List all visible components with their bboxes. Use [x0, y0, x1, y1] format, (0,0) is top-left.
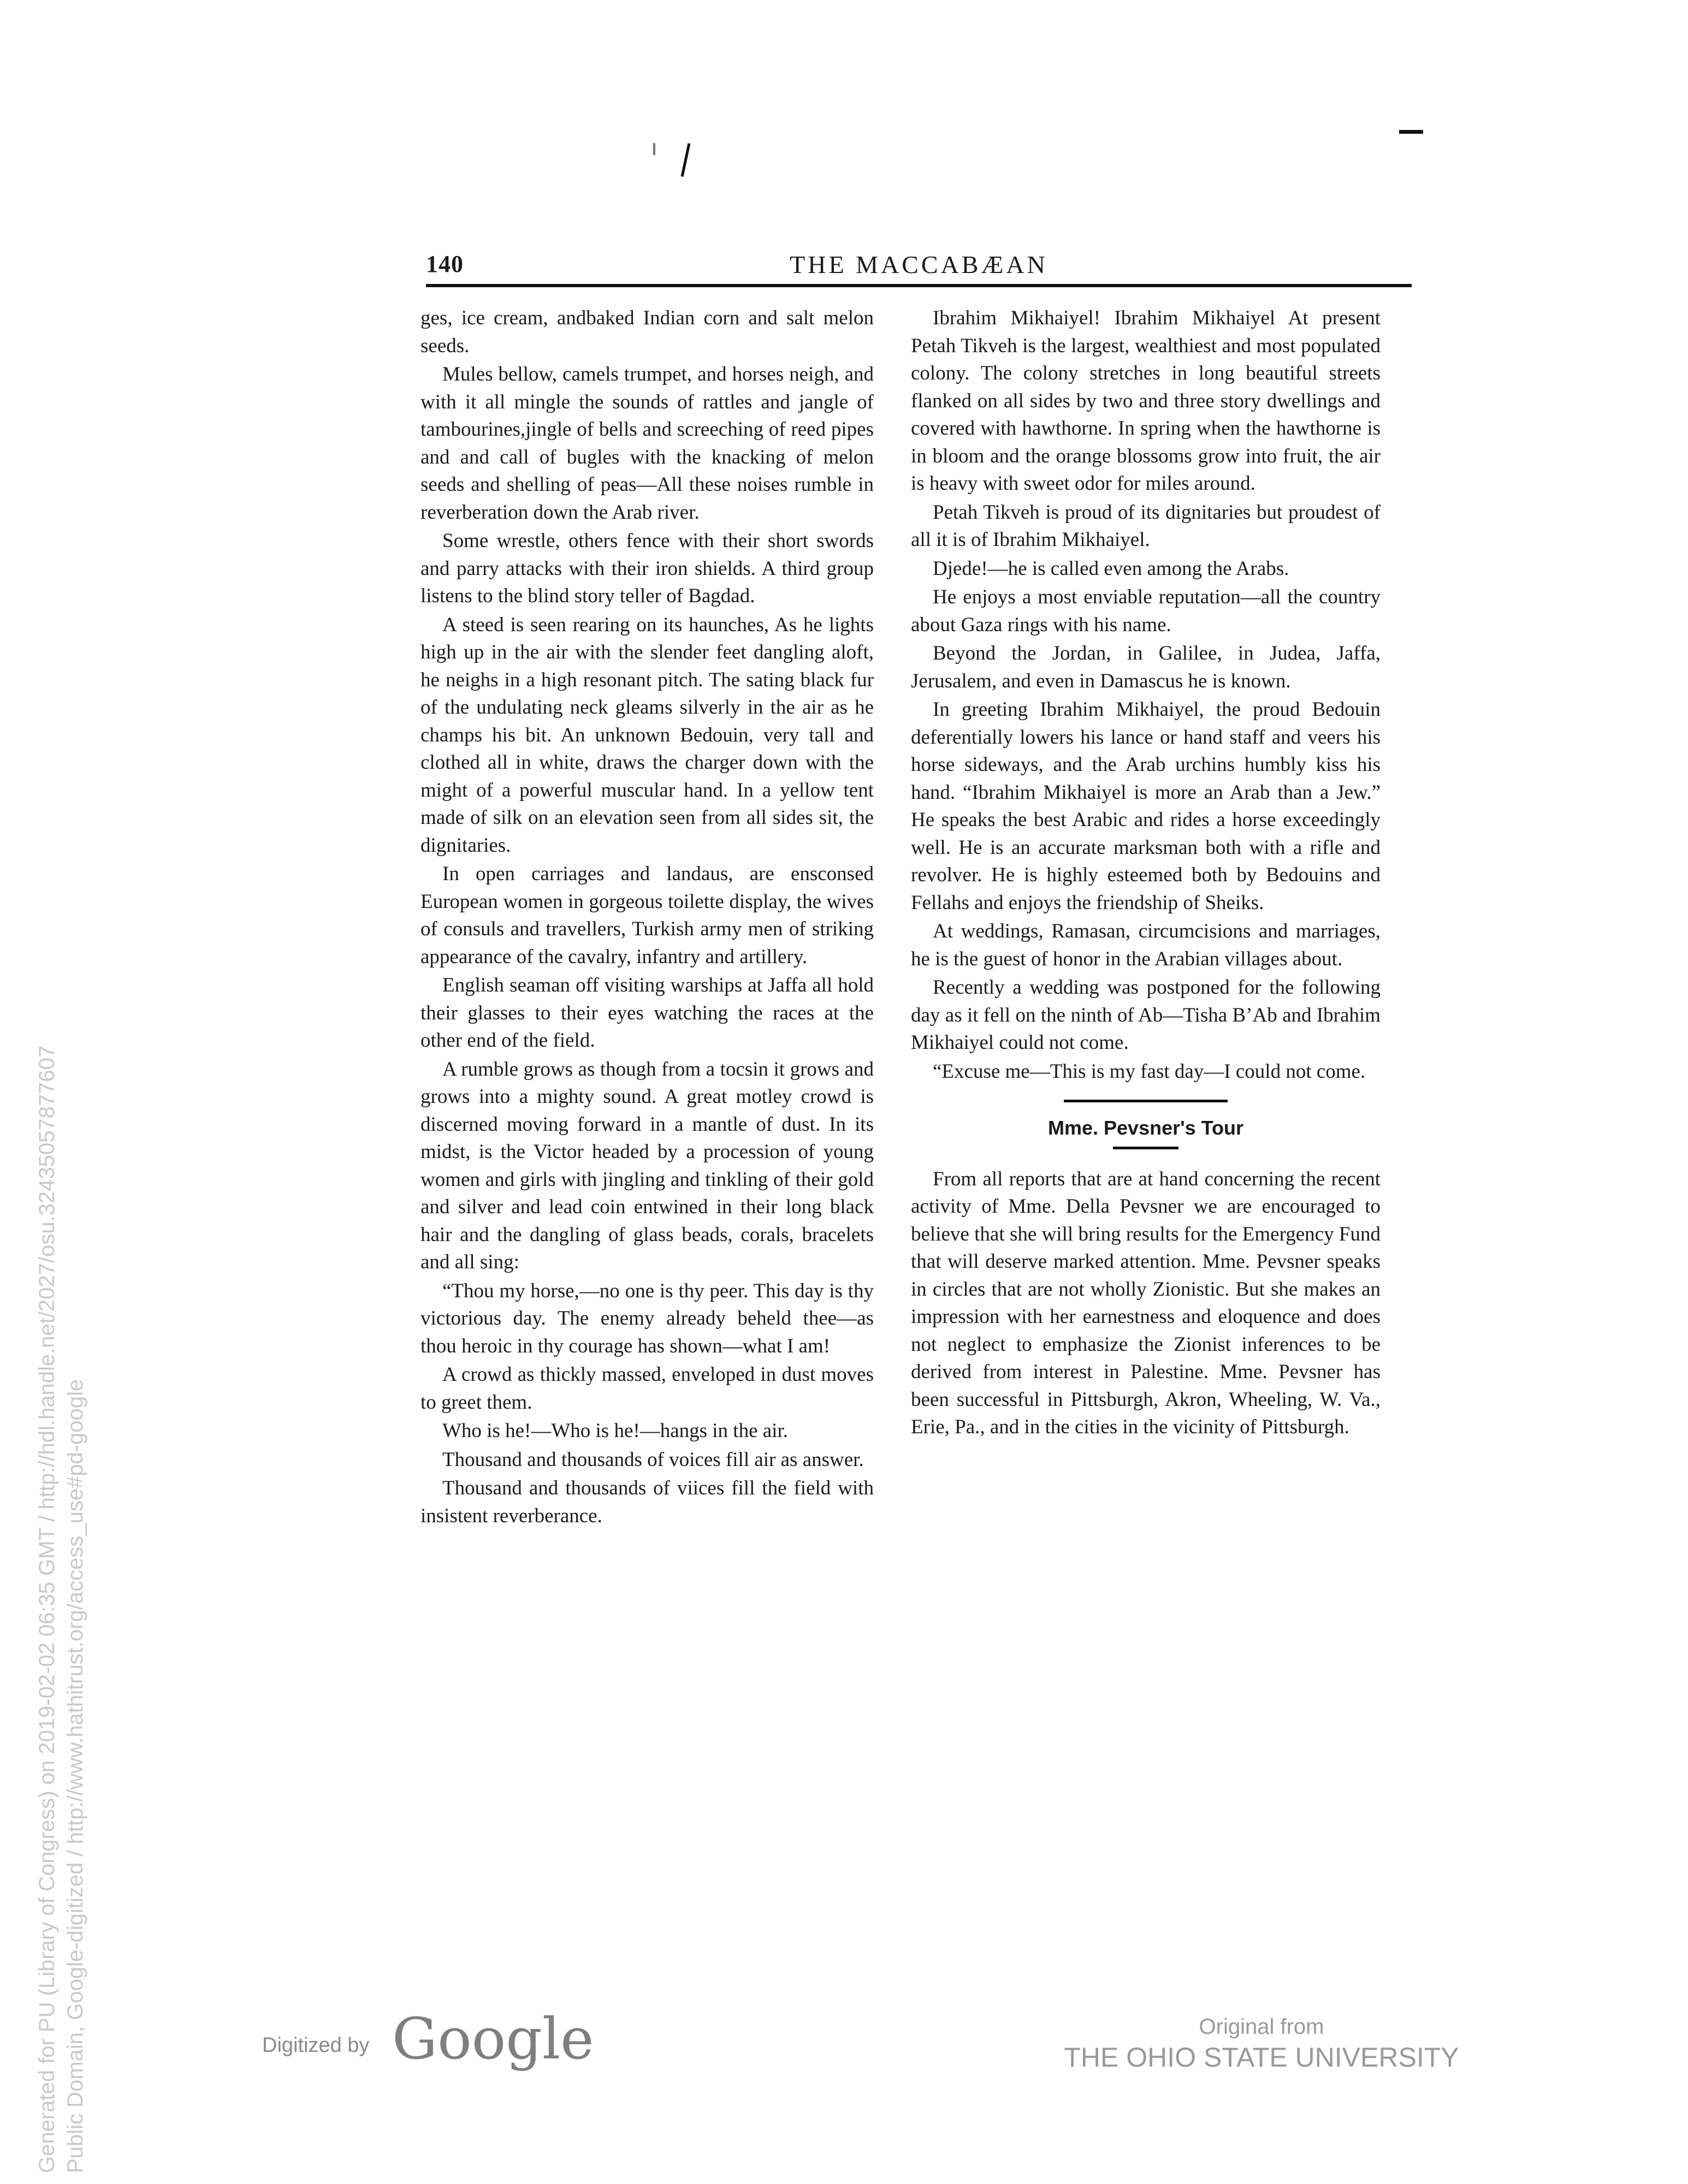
- side-watermark: [33, 1046, 90, 2173]
- paragraph: Djede!—he is called even among the Arabs.: [933, 557, 1289, 580]
- section-title: Mme. Pevsner's Tour: [1047, 1117, 1243, 1139]
- paragraph: A crowd as thickly massed, enveloped in dust moves to greet them.: [420, 1363, 874, 1414]
- paragraph: Recently a wedding was postponed for the following day as it fell on the ninth of Ab—Tisha B’Ab and Ibrahim Mikhaiyel could not come.: [911, 976, 1381, 1054]
- paragraph: Petah Tikveh is proud of its dignitaries but proudest of all it is of Ibrahim Mikhaiyel.: [911, 501, 1381, 551]
- scan-mark-dots: [653, 143, 655, 155]
- university-name: THE OHIO STATE UNIVERSITY: [1064, 2042, 1459, 2073]
- right-column: [911, 305, 1381, 1915]
- paragraph: Beyond the Jordan, in Galilee, in Judea, Jaffa, Jerusalem, and even in Damascus he is known.: [911, 642, 1381, 692]
- running-head: THE MACCABÆAN: [790, 251, 1048, 278]
- paragraph: A rumble grows as though from a tocsin it grows and grows into a mighty sound. A great motley crowd is discerned moving forward in a mantle of dust. In its midst, is the Victor headed by a procession of young women and girls with jingling and tinkling of their gold and silver and lead coin entwined in their long black hair and the dangling of glass beads, corals, bracelets and all sing:: [420, 1058, 874, 1273]
- paragraph: English seaman off visiting warships at Jaffa all hold their glasses to their eyes watching the races at the other end of the field.: [420, 974, 874, 1052]
- paragraph: “Thou my horse,—no one is thy peer. This day is thy victorious day. The enemy already beheld thee—as thou heroic in thy courage has shown—what I am!: [420, 1279, 874, 1357]
- paragraph: Mules bellow, camels trumpet, and horses neigh, and with it all mingle the sounds of rattles and jangle of tambourines,jingle of bells and screeching of reed pipes and and call of bugles with the knacking of melon seeds and shelling of peas—All these noises rumble in reverberation down the Arab river.: [420, 363, 874, 524]
- paragraph: In greeting Ibrahim Mikhaiyel, the proud Bedouin deferentially lowers his lance or hand staff and veers his horse sideways, and the Arab urchins humbly kiss his hand. “Ibrahim Mikhaiyel is more an Arab than a Jew.” He speaks the best Arabic and rides a horse exceedingly well. He is an accurate marksman both with a rifle and revolver. He is highly esteemed both by Bedouins and Fellahs and enjoys the friendship of Sheiks.: [911, 698, 1381, 914]
- paragraph: Some wrestle, others fence with their short swords and parry attacks with their iron shields. A third group listens to the blind story teller of Bagdad.: [420, 530, 874, 607]
- paragraph: He enjoys a most enviable reputation—all the country about Gaza rings with his name.: [911, 586, 1381, 636]
- header-rule: [426, 284, 1412, 287]
- paragraph: Thousand and thousands of viices fill the field with insistent reverberance.: [420, 1477, 874, 1527]
- left-column: [420, 305, 874, 1915]
- original-from-label: Original from: [1199, 2015, 1324, 2039]
- paragraph: At weddings, Ramasan, circumcisions and marriages, he is the guest of honor in the Arabian villages about.: [911, 920, 1381, 970]
- scan-mark-top: [681, 143, 691, 177]
- digitized-by-label: Digitized by: [262, 2034, 370, 2057]
- paragraph: “Excuse me—This is my fast day—I could not come.: [933, 1060, 1366, 1083]
- paragraph: Who is he!—Who is he!—hangs in the air.: [442, 1420, 788, 1442]
- paragraph: Thousand and thousands of voices fill air as answer.: [442, 1448, 864, 1471]
- watermark-line-1: Generated for PU (Library of Congress) on 2019-02-02 06:35 GMT / http://hdl.handle.net/2027/osu.32435057877607: [35, 1045, 59, 2173]
- original-from: [1059, 2015, 1464, 2073]
- section-divider: [1064, 1100, 1228, 1102]
- paragraph: ges, ice cream, andbaked Indian corn and salt melon seeds.: [420, 307, 874, 357]
- paragraph: In open carriages and landaus, are ensconsed European women in gorgeous toilette display, the wives of consuls and travellers, Turkish army men of striking appearance of the cavalry, infantry and artillery.: [420, 863, 874, 968]
- watermark-line-2: Public Domain, Google-digitized / http://www.hathitrust.org/access_use#pd-google: [63, 1379, 87, 2173]
- paragraph: Ibrahim Mikhaiyel! Ibrahim Mikhaiyel At present Petah Tikveh is the largest, wealthiest and most populated colony. The colony stretches in long beautiful streets flanked on all sides by two and three story dwellings and covered with hawthorne. In spring when the hawthorne is in bloom and the orange blossoms grow into fruit, the air is heavy with sweet odor for miles around.: [911, 307, 1381, 495]
- page-number: 140: [426, 251, 464, 277]
- section-body: From all reports that are at hand concerning the recent activity of Mme. Della Pevsner we are encouraged to believe that she will bring results for the Emergency Fund that will deserve marked attention. Mme. Pevsner speaks in circles that are not wholly Zionistic. But she makes an impression with her earnestness and eloquence and does not neglect to emphasize the Zionist inferences to be derived from interest in Palestine. Mme. Pevsner has been successful in Pittsburgh, Akron, Wheeling, W. Va., Erie, Pa., and in the cities in the vicinity of Pittsburgh.: [911, 1167, 1381, 1438]
- google-logo: Google: [392, 2005, 594, 2072]
- title-underline: [1113, 1147, 1178, 1149]
- scan-mark-corner: [1399, 130, 1423, 134]
- page-header: [426, 250, 1412, 285]
- paragraph: A steed is seen rearing on its haunches, As he lights high up in the air with the slender feet dangling aloft, he neighs in a high resonant pitch. The sating black fur of the undulating neck gleams silverly in the air as he champs his bit. An unknown Bedouin, very tall and clothed all in white, draws the charger down with the might of a powerful muscular hand. In a yellow tent made of silk on an elevation seen from all sides sit, the dignitaries.: [420, 613, 874, 857]
